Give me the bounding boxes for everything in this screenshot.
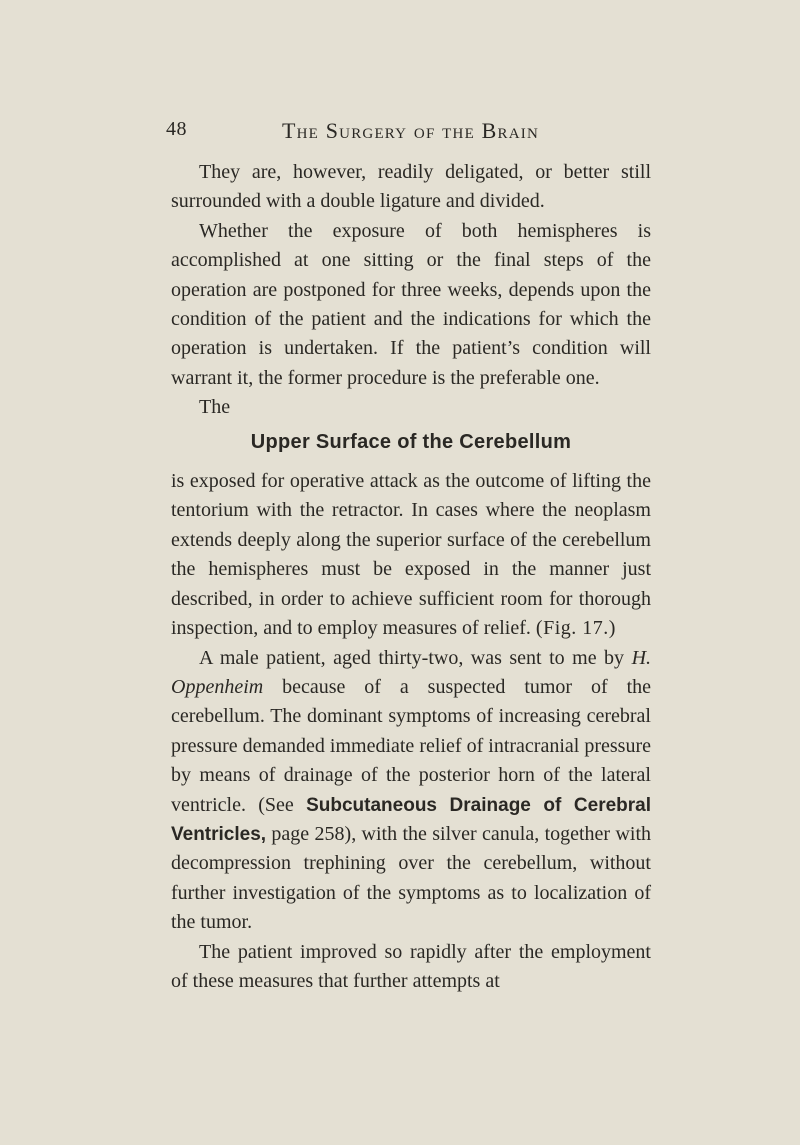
- paragraph-5-part-3: page 258), with the silver canula, together with decompression trephining over the cerebellum, without further investigation of the symptoms as to localization of the tumor.: [171, 822, 652, 934]
- paragraph-3-lead: The: [199, 396, 231, 419]
- paragraph-5-part-1: A male patient, aged thirty-two, was sent to me by: [199, 646, 625, 669]
- paragraph-5-part-2: because of a suspected tumor of the cerebellum. The dominant symptoms of increasing cerebral pressure demanded immediate relief of intracranial pressure by means of drainage of the posterior horn of the lateral ventricle. (See: [171, 675, 651, 816]
- body-text: [171, 158, 651, 996]
- figure-reference: (Fig. 17.): [535, 617, 616, 640]
- bold-cross-reference: Subcutaneous Drainage of Cerebral Ventricles,: [171, 794, 652, 845]
- section-heading: Upper Surface of the Cerebellum: [250, 430, 572, 453]
- paragraph-4-text: is exposed for operative attack as the outcome of lifting the tentorium with the retractor. In cases where the neoplasm extends deeply along the superior surface of the cerebellum the hemispheres must be exposed in the manner just described, in order to achieve sufficient room for thorough inspection, and to employ measures of relief.: [171, 470, 651, 640]
- running-title: The Surgery of the Brain: [282, 118, 539, 143]
- paragraph-1: They are, however, readily deligated, or better still surrounded with a double ligature and divided.: [171, 161, 651, 213]
- paragraph-5: [171, 644, 651, 938]
- author-name: H. Oppenheim: [171, 646, 652, 698]
- paragraph-2: Whether the exposure of both hemispheres is accomplished at one sitting or the final steps of the operation are postponed for three weeks, depends upon the condition of the patient and the indications for which the operation is undertaken. If the patient’s condition will warrant it, the former procedure is the preferable one.: [171, 219, 651, 389]
- page-number: 48: [166, 118, 187, 140]
- paragraph-6: The patient improved so rapidly after the employment of these measures that further attempts at: [171, 940, 651, 992]
- paragraph-4: [171, 467, 651, 643]
- page-header: [0, 118, 800, 148]
